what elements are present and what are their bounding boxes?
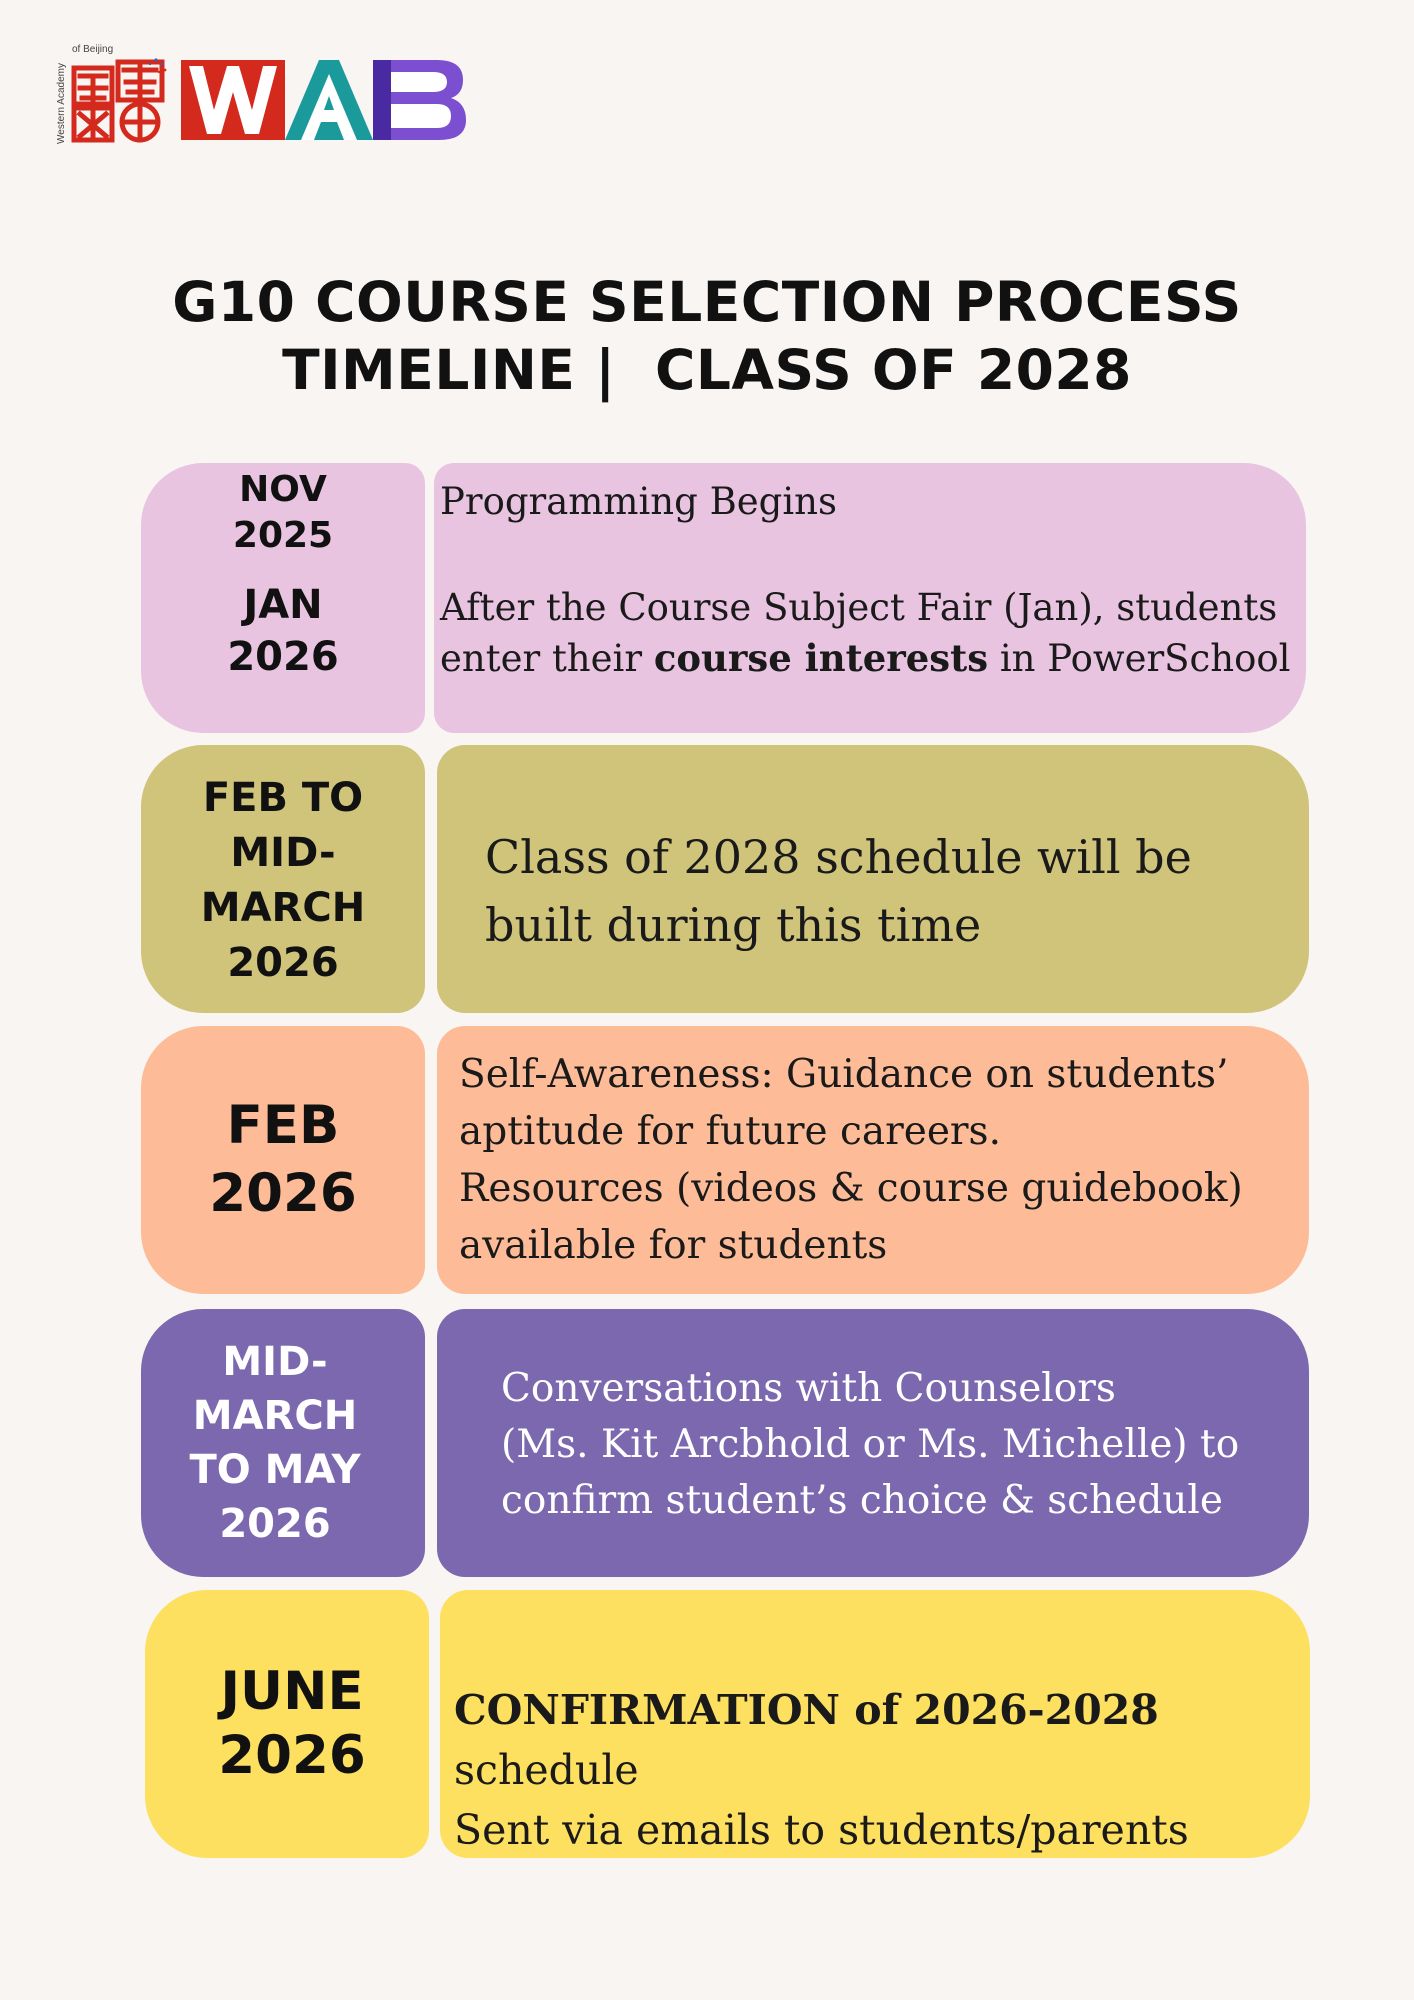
emphasis-text: course interests: [653, 636, 989, 680]
date-label: MID-: [230, 830, 336, 876]
description-box: [437, 745, 1309, 1013]
timeline-row-programming: [141, 463, 1309, 733]
description-text: Resources (videos & course guidebook): [459, 1166, 1243, 1211]
date-label: 2026: [219, 1501, 331, 1547]
date-label: JAN 2026: [227, 582, 339, 680]
date-box: [141, 1026, 425, 1294]
date-box: [141, 745, 425, 1013]
description-text: Class of 2028 schedule will be: [485, 830, 1192, 884]
date-box: [141, 1309, 425, 1577]
date-label: JUNE: [220, 1661, 364, 1722]
description-text: aptitude for future careers.: [459, 1109, 1001, 1154]
description-text: CONFIRMATION of 2026-2028 schedule: [454, 1686, 1159, 1794]
title-line-2: TIMELINE | CLASS OF 2028: [282, 338, 1132, 402]
school-name-vertical: Western Academy: [56, 63, 67, 144]
school-name-top: of Beijing: [72, 44, 114, 55]
description-text: Self-Awareness: Guidance on students’: [459, 1052, 1229, 1097]
title-line-1: G10 COURSE SELECTION PROCESS: [172, 270, 1242, 334]
description-box: [440, 1590, 1310, 1858]
description-text: (Ms. Kit Arcbhold or Ms. Michelle) to: [501, 1422, 1240, 1467]
seal-logo: [56, 44, 176, 144]
description-box: [437, 1309, 1309, 1577]
date-label: MID-: [222, 1339, 328, 1385]
description-text: Sent via emails to students/parents: [454, 1806, 1189, 1854]
date-label: TO MAY: [189, 1447, 361, 1493]
date-box: [145, 1590, 429, 1858]
timeline-row-self-awareness: [141, 1026, 1309, 1294]
timeline-row-confirmation: [145, 1590, 1313, 1858]
description-box: [437, 1026, 1309, 1294]
date-label: FEB TO: [202, 775, 364, 821]
date-label: 2026: [227, 940, 339, 986]
date-box: [141, 463, 425, 733]
description-box: [434, 463, 1306, 733]
date-label: 2026: [209, 1163, 357, 1224]
date-label: MARCH: [200, 885, 366, 931]
description-text: confirm student’s choice & schedule: [501, 1478, 1223, 1523]
school-logo: [56, 44, 466, 144]
description-text: After the Course Subject Fair (Jan), students enter their course interests in PowerSchool: [440, 586, 1291, 680]
date-label: NOV 2025: [232, 469, 334, 556]
description-text: built during this time: [485, 898, 982, 952]
date-label: FEB: [226, 1095, 340, 1156]
wab-wordmark: [181, 56, 466, 142]
date-label: 2026: [218, 1725, 366, 1786]
description-text: Conversations with Counselors: [501, 1366, 1116, 1411]
seal-icon: [70, 58, 168, 144]
timeline-row-schedule-build: [141, 745, 1309, 1013]
timeline-row-counselors: [141, 1309, 1309, 1577]
page-title: [0, 268, 1414, 404]
description-text: Programming Begins: [440, 480, 837, 523]
date-label: MARCH: [192, 1393, 358, 1439]
description-text: available for students: [459, 1223, 888, 1268]
emphasis-text: CONFIRMATION of 2026-2028: [454, 1686, 1159, 1734]
